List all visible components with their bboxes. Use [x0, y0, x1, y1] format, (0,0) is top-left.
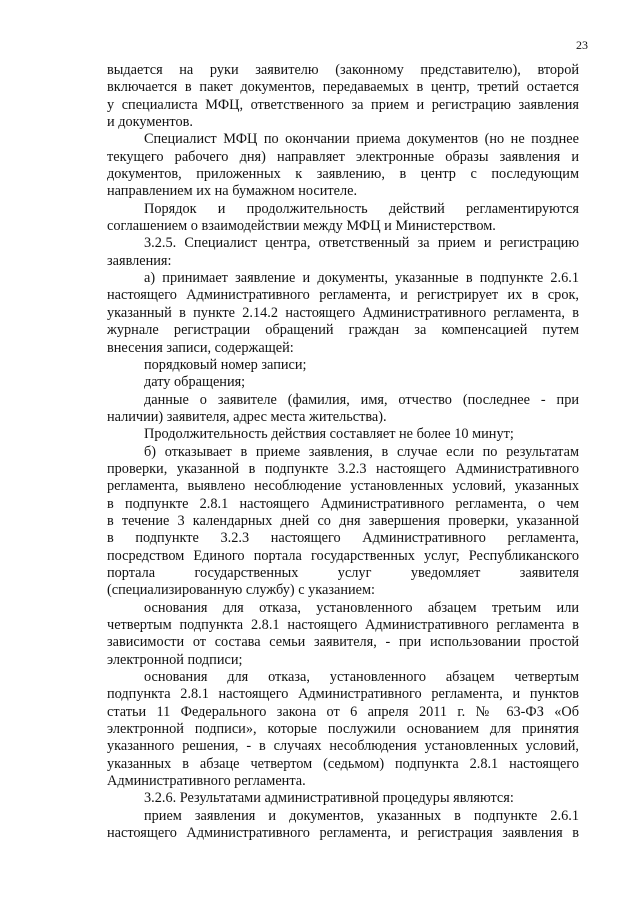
text-line: электронной подписи», которые послужили основанием для принятия	[107, 721, 579, 738]
paragraph	[107, 426, 579, 443]
text-line: у специалиста МФЦ, ответственного за прием и регистрацию заявления	[107, 96, 579, 113]
text-line: соглашением о взаимодействии между МФЦ и Министерством.	[107, 218, 496, 235]
text-line: (специализированную службу) с указанием:	[107, 582, 376, 599]
text-line: настоящего Административного регламента, и регистрирует их в срок,	[107, 287, 579, 304]
text-line: основания для отказа, установленного абзацем третьим или	[144, 599, 579, 616]
text-line: наличии) заявителя, адрес места жительства).	[107, 408, 387, 425]
text-line: основания для отказа, установленного абзацем четвертым	[144, 669, 579, 686]
text-line: в подпункте 2.8.1 настоящего Административного регламента, о чем	[107, 495, 579, 512]
text-line: подпункта 2.8.1 настоящего Административного регламента, и пунктов	[107, 686, 579, 703]
text-line: указанного решения, - в случаях несоблюдения установленных условий,	[107, 738, 579, 755]
paragraph	[107, 201, 579, 236]
text-line: текущего рабочего дня) направляет электронные образы заявления и	[107, 148, 579, 165]
paragraph	[107, 270, 579, 357]
paragraph	[107, 600, 579, 669]
text-line: внесения записи, содержащей:	[107, 339, 294, 356]
text-line: зависимости от состава семьи заявителя, - при использовании простой	[107, 634, 579, 651]
text-line: электронной подписи;	[107, 651, 243, 668]
text-line: статьи 11 Федерального закона от 6 апреля 2011 г. № 63-ФЗ «Об	[107, 703, 579, 720]
text-line: а) принимает заявление и документы, указанные в подпункте 2.6.1	[144, 270, 579, 287]
text-line: б) отказывает в приеме заявления, в случае если по результатам	[144, 443, 579, 460]
text-line: регламента, выявлено несоблюдение установленных условий, указанных	[107, 478, 579, 495]
paragraph	[107, 235, 579, 270]
paragraph	[107, 62, 579, 131]
paragraph	[107, 790, 579, 807]
paragraph	[107, 374, 579, 391]
text-line: в течение 3 календарных дней со дня завершения проверки, указанной	[107, 512, 579, 529]
text-line: направлением их на бумажном носителе.	[107, 183, 358, 200]
text-line: данные о заявителе (фамилия, имя, отчество (последнее - при	[144, 391, 579, 408]
page-number: 23	[576, 38, 588, 52]
text-line: Продолжительность действия составляет не более 10 минут;	[144, 426, 514, 443]
text-line: Специалист МФЦ по окончании приема документов (но не позднее	[144, 131, 579, 148]
text-line: порядковый номер записи;	[144, 356, 307, 373]
text-line: посредством Единого портала государственных услуг, Республиканского	[107, 547, 579, 564]
text-line: Порядок и продолжительность действий регламентируются	[144, 200, 579, 217]
text-line: включается в пакет документов, передаваемых в центр, третий остается	[107, 79, 579, 96]
text-line: портала государственных услуг уведомляет заявителя	[107, 564, 579, 581]
paragraph	[107, 131, 579, 200]
paragraph	[107, 444, 579, 600]
text-line: проверки, указанной в подпункте 3.2.3 настоящего Административного	[107, 460, 579, 477]
text-line: и документов.	[107, 114, 193, 131]
text-line: документов, приложенных к заявлению, в центр с последующим	[107, 166, 579, 183]
text-line: прием заявления и документов, указанных в подпункте 2.6.1	[144, 807, 579, 824]
text-line: указанный в пункте 2.14.2 настоящего Административного регламента, в	[107, 304, 579, 321]
text-line: 3.2.5. Специалист центра, ответственный за прием и регистрацию	[144, 235, 579, 252]
paragraph	[107, 392, 579, 427]
text-line: дату обращения;	[144, 374, 246, 391]
text-line: журнале регистрации обращений граждан за компенсацией путем	[107, 322, 579, 339]
text-line: четвертым подпункта 2.8.1 настоящего Административного регламента в	[107, 617, 579, 633]
text-line: 3.2.6. Результатами административной процедуры являются:	[144, 790, 514, 807]
text-line: выдается на руки заявителю (законному представителю), второй	[107, 62, 579, 78]
paragraph	[107, 357, 579, 374]
document-body	[107, 62, 579, 842]
text-line: Административного регламента.	[107, 773, 306, 790]
text-line: указанных в абзаце четвертом (седьмом) подпункта 2.8.1 настоящего	[107, 755, 579, 772]
text-line: заявления:	[107, 252, 172, 269]
text-line: в подпункте 3.2.3 настоящего Административного регламента,	[107, 530, 579, 547]
paragraph	[107, 808, 579, 843]
text-line: настоящего Административного регламента, и регистрация заявления в	[107, 825, 579, 842]
paragraph	[107, 669, 579, 790]
